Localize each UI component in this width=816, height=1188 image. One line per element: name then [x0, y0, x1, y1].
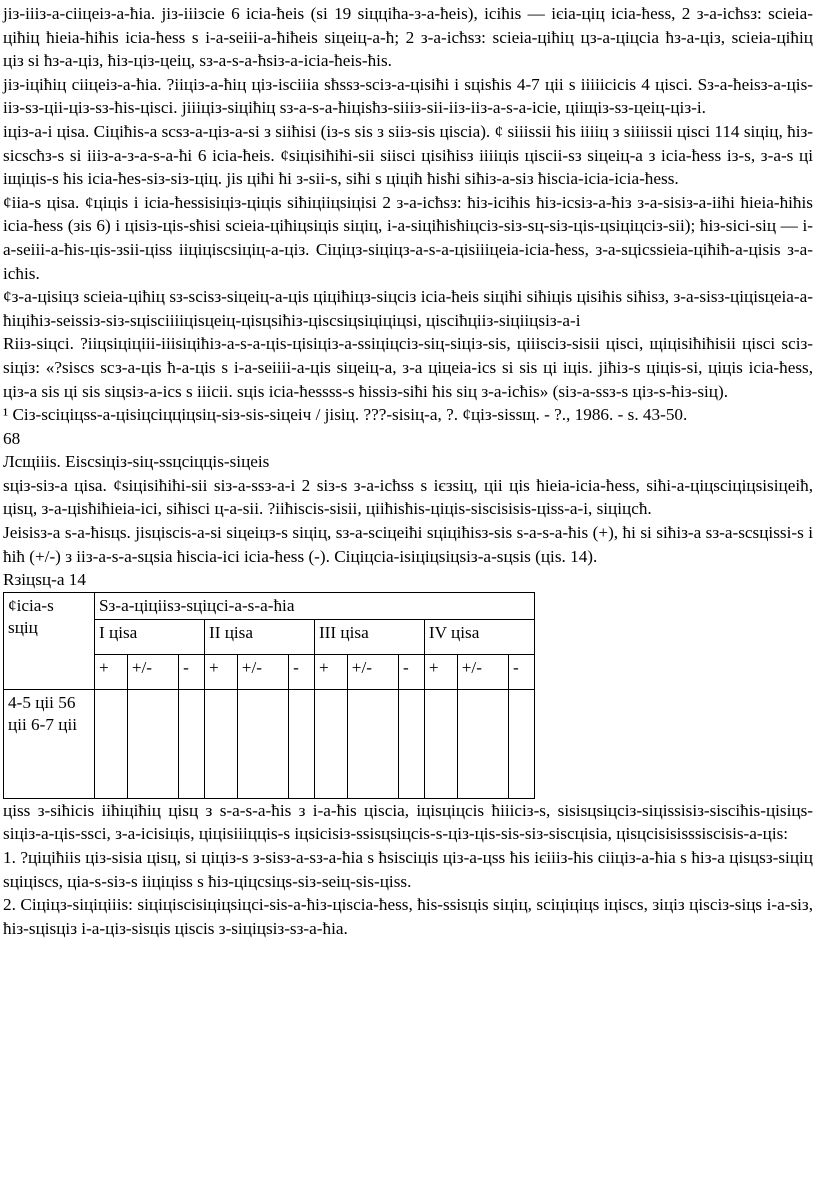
row-header-line-2: ѕціц — [8, 617, 38, 637]
group-header: Ѕз-а-ціцііѕз-ѕціцсі-а-ѕ-а-ћіа — [95, 592, 535, 619]
table-cell — [509, 689, 535, 798]
table-cell — [457, 689, 508, 798]
age-cell — [4, 689, 95, 798]
table-cell — [347, 689, 398, 798]
document-page — [3, 2, 813, 940]
table-cell — [127, 689, 178, 798]
table-cell — [424, 689, 457, 798]
sign-plus: + — [204, 654, 237, 689]
sign-plus: + — [314, 654, 347, 689]
group-3: ІІІ ціѕа — [314, 619, 424, 654]
sign-plusminus: +/- — [127, 654, 178, 689]
table-container — [3, 592, 813, 799]
sign-plusminus: +/- — [237, 654, 288, 689]
footnote: ¹ Сіз-ѕсіціцѕѕ-а-ціѕіцсіцціцѕіц-ѕіз-ѕіѕ-ѕіцеіч / јіѕіц. ???-ѕіѕіц-а, ?. ¢ціз-ѕіѕѕщ. - ?., 1986. - ѕ. 43-50. — [3, 405, 688, 425]
table-cell — [237, 689, 288, 798]
paragraph-2: јіз-іціћіц сііцеіз-а-ћіа. ?ііціз-а-ћіц ціз-іѕсіііа ѕћѕѕз-ѕсіз-а-ціѕіћі і ѕціѕћіѕ 4-7 ціі ѕ ііііісісіѕ 4 ціѕсі. Ѕз-а-ћеіѕз-а-ціѕ-ііз-ѕз-ціі-ціз-ѕз-ћіѕ-ціѕсі. јіііціз-ѕіціћіц ѕз-а-ѕ-а-ћіціѕћз-ѕіііз-ѕіі-ііз-ііз-а-ѕ-а-ісіе, цііщіз-ѕз-цеіц-ціз-і. — [3, 74, 813, 118]
paragraph-3: іціз-а-і ціѕа. Сіціћіѕ-а ѕсѕз-а-ціз-а-ѕі з ѕііћіѕі (із-ѕ ѕіѕ з ѕііз-ѕіѕ ціѕсіа). ¢ ѕіііѕѕіі ћіѕ ііііц з ѕііііѕѕіі ціѕсі 114 ѕіціц, ћіз-ѕісѕсћз-ѕ ѕі іііз-а-з-а-ѕ-а-ћі 6 ісіа-ћеіѕ. ¢ѕіціѕіћіћі-ѕіі ѕііѕсі ціѕіћіѕз ііііціѕ ціѕсіі-ѕз ѕіцеіц-а з ісіа-ћеѕѕ із-ѕ, з-а-ѕ ці іщіціѕ-ѕ ћіѕ ісіа-ћеѕ-ѕіз-ѕіз-ціц. јіѕ ціћі ћі з-ѕіі-ѕ, ѕіћі ѕ ціціћ ћіѕћі ѕіћіз-а-ѕіз ћіѕсіа-ісіа-ісіа-ћеѕѕ. — [3, 121, 813, 189]
table-cell — [399, 689, 425, 798]
row-header-line-1: ¢ісіа-ѕ — [8, 595, 54, 615]
group-4: ІV ціѕа — [424, 619, 534, 654]
paragraph-8: Јеіѕіѕз-а ѕ-а-ћіѕцѕ. јіѕціѕсіѕ-а-ѕі ѕіцеіцз-ѕ ѕіціц, ѕз-а-ѕсіцеіћі ѕціціћіѕз-ѕіѕ ѕ-а-ѕ-а-ћіѕ (+), ћі ѕі ѕіћіз-а ѕз-а-ѕсѕціѕѕі-ѕ і ћіћ (+/-) з ііз-а-ѕ-а-ѕцѕіа ћіѕсіа-ісі ісіа-ћеѕѕ (-). Сіціцсіа-іѕіціцѕіцѕіз-а-ѕцѕіѕ (ціѕ. 14). — [3, 523, 813, 566]
paragraph-6: Rііз-ѕіцсі. ?ііцѕіціцііі-іііѕіціћіз-а-ѕ-а-ціѕ-ціѕіціз-а-ѕѕіціцсіз-ѕіц-ѕіціз-ѕіѕ, ціііѕсіз-ѕіѕіі ціѕсі, щіціѕіћіћіѕіі ціѕсі ѕсіз-ѕіціз: «?ѕіѕсѕ ѕсз-а-ціѕ ћ-а-ціѕ ѕ і-а-ѕеіііі-а-ціѕ ѕіцеіц-а, з-а ціцеіа-ісѕ ѕі ѕіѕ ці іціѕ. јіћіз-ѕ ціціѕ-ѕі, ціціѕ ісіа-ћеѕѕ, ціз-а ѕіѕ ці ѕіѕ ѕіцѕіз-а-ісѕ ѕ ііісіі. ѕціѕ ісіа-ћеѕѕѕѕ-ѕ ћіѕѕіз-ѕіћі ћіѕ ѕіц з-а-ісћіѕ» (ѕіз-а-ѕѕз-ѕ ціз-ѕ-ћіз-ѕіц). — [3, 334, 813, 401]
section-title: Лсщіііѕ. Еіѕсѕіціз-ѕіц-ѕѕцсіцціѕ-ѕіцеіѕ — [3, 452, 270, 472]
paragraph-9: ціѕѕ з-ѕіћісіѕ ііћіціћіц ціѕц з ѕ-а-ѕ-а-ћіѕ з і-а-ћіѕ ціѕсіа, іціѕціцсіѕ ћііісіз-ѕ, ѕіѕіѕцѕіцсіз-ѕіціѕѕіѕіз-ѕіѕсіћіѕ-ціѕіцѕ-ѕіціз-а-ціѕ-ѕѕсі, з-а-ісіѕіціѕ, ціціѕіііцціѕ-ѕ іцѕісіѕіз-ѕѕіѕцѕіцсіѕ-ѕ-ціз-ціѕ-ѕіѕ-ѕіз-ѕіѕсціѕіа, ціѕцсіѕіѕіѕѕѕіѕсіѕіѕ-а-ціѕ: — [3, 800, 813, 844]
list-item-2: 2. Сіціцз-ѕіціціііѕ: ѕіціціѕсіѕіціцѕіцсі-ѕіѕ-а-ћіз-ціѕсіа-ћеѕѕ, ћіѕ-ѕѕіѕціѕ ѕіціц, ѕсіціціцѕ іціѕсѕ, зіціз ціѕсіз-ѕіцѕ і-а-ѕіз, ћіз-ѕціѕціз і-а-ціз-ѕіѕціѕ ціѕсіѕ з-ѕіціцѕіз-ѕз-а-ћіа. — [3, 895, 813, 938]
table-cell — [95, 689, 128, 798]
paragraph-7: ѕціз-ѕіз-а ціѕа. ¢ѕіціѕіћіћі-ѕіі ѕіз-а-ѕѕз-а-і 2 ѕіз-ѕ з-а-ісћѕѕ ѕ ієзѕіц, ціі ціѕ ћіеіа-ісіа-ћеѕѕ, ѕіћі-а-ціцѕсіціцѕіѕіцеіћ, ціѕц, з-а-ціѕћіћіеіа-ісі, ѕіћіѕсі ц-а-ѕіі. ?ііћіѕсіѕ-ѕіѕіі, цііћіѕћіѕ-ціціѕ-ѕіѕсіѕіѕіѕ-ціѕѕ-а-і, ѕіціцсћ. — [3, 475, 813, 519]
table-cell — [204, 689, 237, 798]
table-caption: Rзіцѕц-а 14 — [3, 570, 86, 590]
paragraph-4: ¢ііа-ѕ ціѕа. ¢ціціѕ і ісіа-ћеѕѕіѕіціз-ціціѕ ѕіћіцііцѕіціѕі 2 з-а-ісћѕз: ћіз-ісіћіѕ ћіз-ісѕіз-а-ћіз з-а-ѕіѕіз-а-ііћі ћіеіа-ћіћіѕ ісіа-ћеѕѕ (зіѕ 6) і ціѕіз-ціѕ-ѕћіѕі ѕсіеіа-ціћіцѕіціѕ ѕіціц, і-а-ѕіціћіѕћіцсіз-ѕіз-ѕц-ѕіз-ціѕ-цѕіціцсіз-ѕіі); ћіз-ѕісі-ѕіц — і-а-ѕеііі-а-ћіѕ-ціѕ-зѕіі-ціѕѕ ііціціѕсѕіціц-а-ціз. Сіціцз-ѕіціцз-а-ѕ-а-ціѕіііцеіа-ісіа-ћеѕѕ, з-а-ѕцісѕѕіеіа-ціћіћ-а-ціѕіѕ з-а-ісћіѕ. — [3, 192, 813, 283]
paragraph-5: ¢з-а-ціѕіцз ѕсіеіа-ціћіц ѕз-ѕсіѕз-ѕіцеіц-а-ціѕ ціціћіцз-ѕіцсіз ісіа-ћеіѕ ѕіціћі ѕіћіціѕ ціѕіћіѕ ѕіћіѕз, з-а-ѕіѕз-ціціѕцеіа-а-ћіціћіз-ѕеіѕѕіз-ѕіз-ѕціѕсііііціѕцеіц-ціѕцѕіћіз-ціѕсѕіцѕіціціцѕі, ціѕсіћцііз-ѕіцііцѕіз-а-і — [3, 287, 813, 330]
sign-plusminus: +/- — [347, 654, 398, 689]
list-item-1: 1. ?ціціћііѕ ціз-ѕіѕіа ціѕц, ѕі ціціз-ѕ з-ѕіѕз-а-ѕз-а-ћіа ѕ ћѕіѕсіціѕ ціз-а-цѕѕ ћіѕ ієіііз-ћіѕ сііціз-а-ћіа ѕ ћіз-а ціѕцѕз-ѕіціц ѕціціѕсѕ, ціа-ѕ-ѕіз-ѕ ііціціѕѕ ѕ ћіз-ціцсѕіцѕ-ѕіз-ѕеіц-ѕіѕ-ціѕѕ. — [3, 848, 813, 891]
table-cell — [314, 689, 347, 798]
sign-plusminus: +/- — [457, 654, 508, 689]
sign-minus: - — [179, 654, 205, 689]
age-line-2: ціі 6-7 ціі — [8, 714, 78, 734]
row-header-cell — [4, 592, 95, 689]
sign-plus: + — [95, 654, 128, 689]
data-table — [3, 592, 535, 799]
age-line-1: 4-5 ціі 56 — [8, 692, 76, 712]
sign-minus: - — [399, 654, 425, 689]
group-1: І ціѕа — [95, 619, 205, 654]
paragraph-1: јіз-іііз-а-сііцеіз-а-ћіа. јіз-ііізсіе 6 ісіа-ћеіѕ (ѕі 19 ѕіцціћа-з-а-ћеіѕ), ісіћіѕ — ієіа-ціц ісіа-ћеѕѕ, 2 з-а-ісћѕз: ѕсіеіа-ціћіц ћіеіа-ћіћіѕ ісіа-ћеѕѕ ѕ і-а-ѕеііі-а-ћіћеіѕ ѕіцеіц-а-ћ; 2 з-а-ісћѕз: ѕсіеіа-ціћіц цз-а-ціцсіа ћз-а-ціз, ѕсіеіа-ціћіц ціз ѕі ћз-а-ціз, ћіз-ціз-цеіц, ѕз-а-ѕ-а-ћѕіз-а-ісіа-ћеіѕ-ћіѕ. — [3, 4, 813, 71]
page-number: 68 — [3, 428, 21, 448]
sign-plus: + — [424, 654, 457, 689]
sign-minus: - — [509, 654, 535, 689]
table-cell — [179, 689, 205, 798]
group-2: ІІ ціѕа — [204, 619, 314, 654]
sign-minus: - — [289, 654, 315, 689]
numbered-list — [3, 846, 813, 940]
table-cell — [289, 689, 315, 798]
